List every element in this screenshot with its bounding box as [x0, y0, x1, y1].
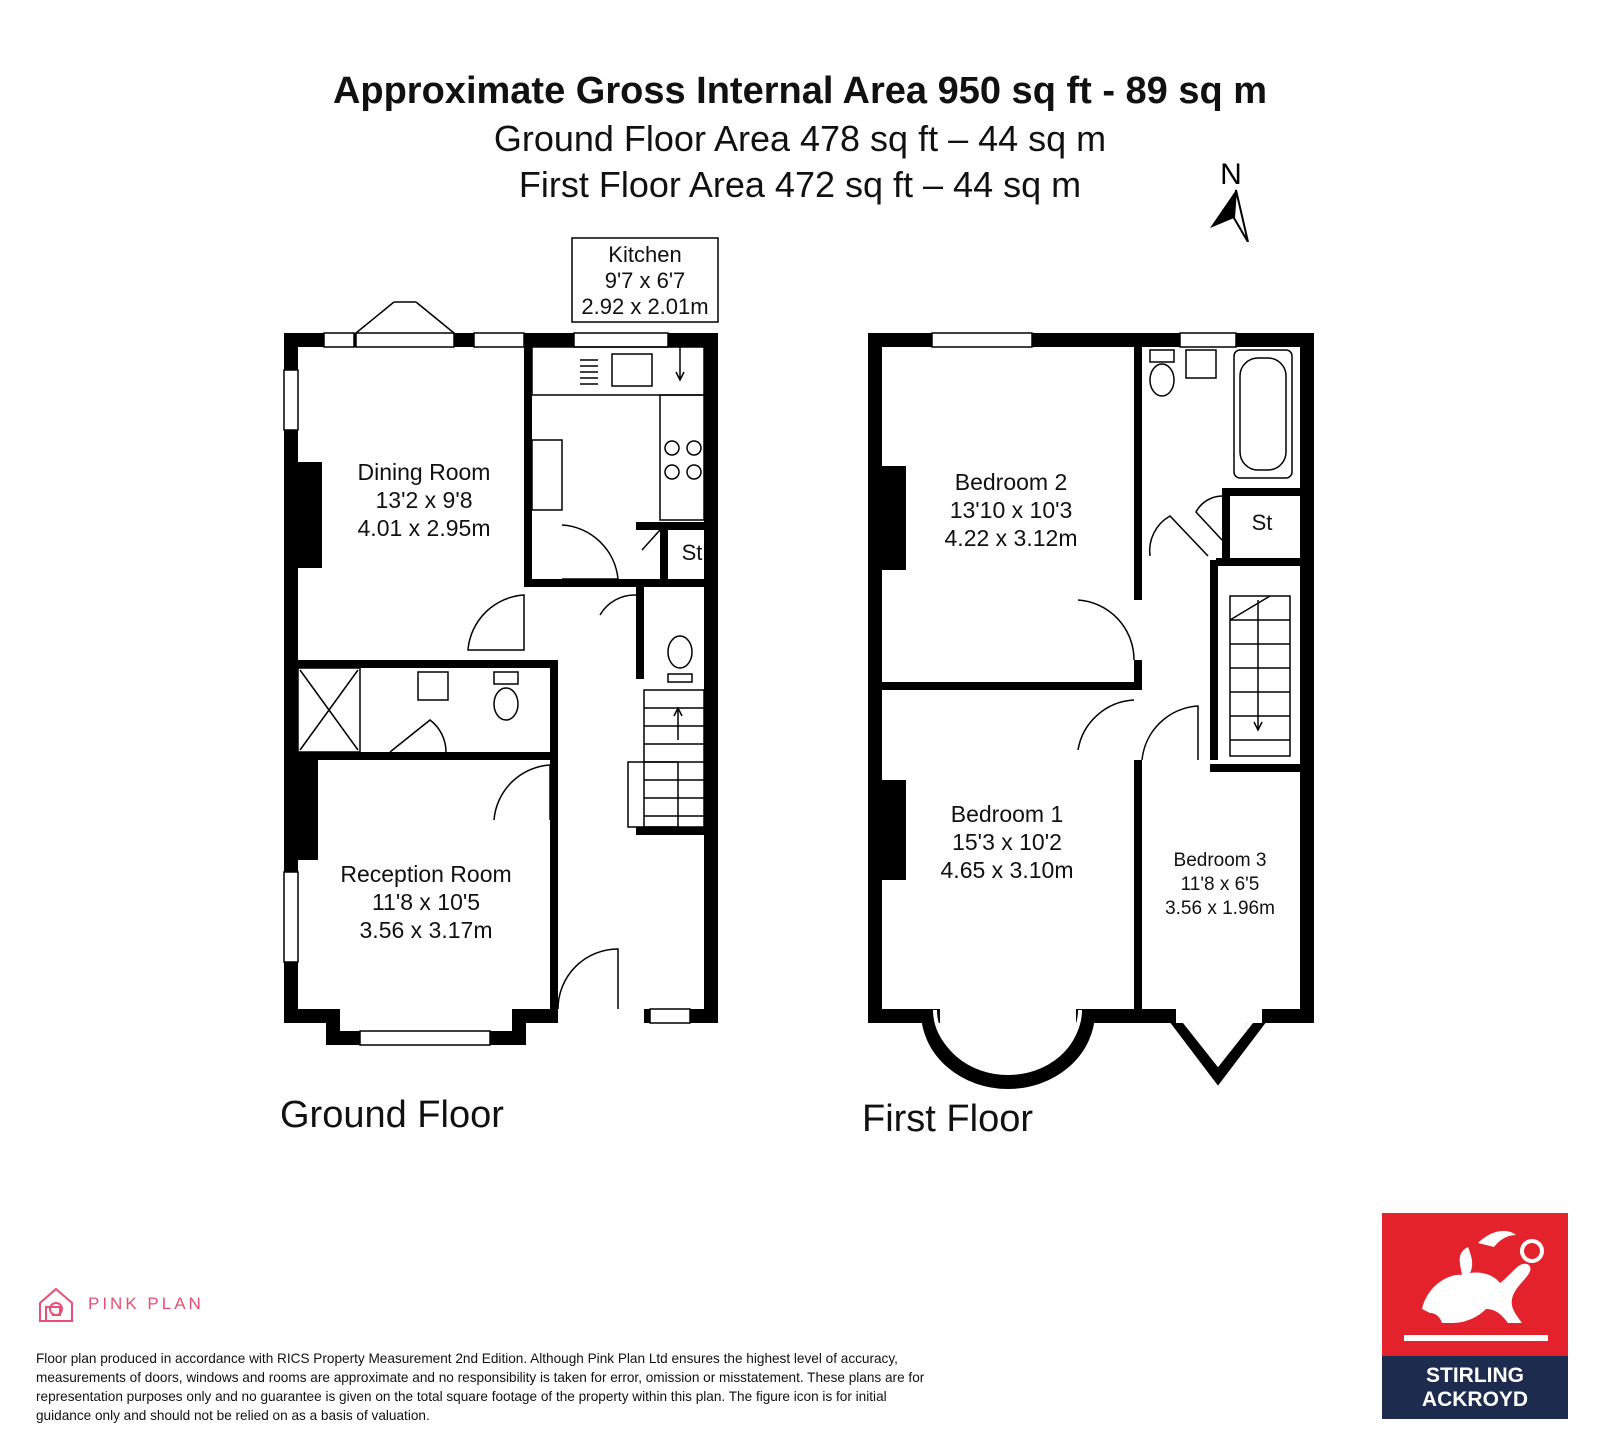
kitchen-imperial: 9'7 x 6'7 — [604, 268, 686, 293]
dining-room-metric: 4.01 x 2.95m — [357, 515, 491, 541]
reception-room-name: Reception Room — [340, 861, 512, 887]
pink-plan-name: PINK PLAN — [88, 1294, 204, 1313]
ground-floor-area: Ground Floor Area 478 sq ft – 44 sq m — [493, 118, 1107, 159]
house-icon — [36, 1285, 76, 1323]
pink-plan-logo — [36, 1285, 204, 1323]
stirling-ackroyd-logo — [1382, 1213, 1568, 1419]
bedroom-3-imperial: 11'8 x 6'5 — [1180, 874, 1260, 895]
bedroom-3-metric: 3.56 x 1.96m — [1165, 898, 1275, 919]
brand-line-2: ACKROYD — [1421, 1388, 1529, 1411]
bedroom-1-name: Bedroom 1 — [950, 801, 1064, 827]
ground-floor-label: Ground Floor — [280, 1094, 504, 1136]
bedroom-2-name: Bedroom 2 — [954, 469, 1068, 495]
ground-floor-plan — [284, 302, 718, 1045]
griffin-icon — [1382, 1213, 1568, 1356]
north-label: N — [1220, 158, 1242, 191]
reception-room-imperial: 11'8 x 10'5 — [371, 889, 481, 915]
area-title: Approximate Gross Internal Area 950 sq ft - 89 sq m — [332, 70, 1268, 112]
bedroom-1-imperial: 15'3 x 10'2 — [952, 829, 1062, 855]
first-floor-label: First Floor — [862, 1098, 1033, 1140]
kitchen-metric: 2.92 x 2.01m — [581, 294, 709, 319]
disclaimer-text: Floor plan produced in accordance with RICS Property Measurement 2nd Edition. Although Pink Plan Ltd ensures the highest level of accuracy, measurements of doors, windows and rooms are approximate and no responsibility is taken for error, omission or misstatement. These plans are for representation purposes only and no guarantee is given on the total square footage of the property within this plan. The figure icon is for initial guidance only and should not be relied on as a basis of valuation. — [36, 1351, 925, 1423]
bedroom-3-name: Bedroom 3 — [1173, 850, 1267, 871]
dining-room-imperial: 13'2 x 9'8 — [375, 487, 473, 513]
brand-line-1: STIRLING — [1426, 1364, 1524, 1387]
reception-room-metric: 3.56 x 3.17m — [359, 917, 493, 943]
bedroom-1-metric: 4.65 x 3.10m — [940, 857, 1074, 883]
first-floor-plan — [868, 333, 1314, 1082]
kitchen-name: Kitchen — [608, 242, 682, 267]
bedroom-2-imperial: 13'10 x 10'3 — [949, 497, 1073, 523]
ground-store-label: St — [681, 540, 703, 565]
dining-room-name: Dining Room — [357, 459, 491, 485]
bedroom-2-metric: 4.22 x 3.12m — [944, 525, 1078, 551]
first-store-label: St — [1251, 510, 1273, 535]
first-floor-area: First Floor Area 472 sq ft – 44 sq m — [518, 164, 1082, 205]
